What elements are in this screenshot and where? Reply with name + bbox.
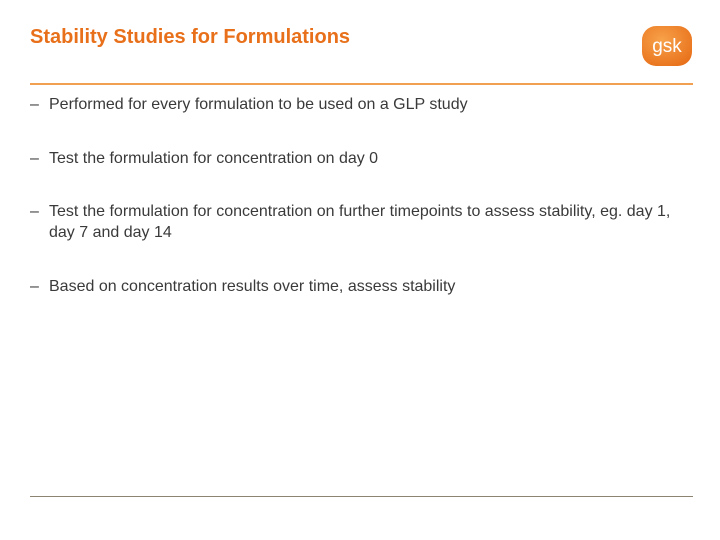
logo-text: gsk	[652, 36, 682, 57]
footer-divider	[30, 496, 693, 497]
gsk-logo	[640, 24, 694, 68]
bullet-item	[30, 276, 690, 297]
bullet-text: Test the formulation for concentration on further timepoints to assess stability, eg. day 1, day 7 and day 14	[49, 203, 671, 241]
bullet-item	[30, 94, 690, 115]
slide-title: Stability Studies for Formulations	[30, 26, 351, 48]
bullet-text: Test the formulation for concentration on day 0	[49, 150, 379, 167]
bullet-marker: –	[30, 203, 39, 220]
bullet-text: Performed for every formulation to be used on a GLP study	[49, 96, 468, 113]
bullet-marker: –	[30, 150, 39, 167]
bullet-text: Based on concentration results over time, assess stability	[49, 278, 456, 295]
bullet-item	[30, 148, 690, 169]
bullet-marker: –	[30, 96, 39, 113]
bullet-marker: –	[30, 278, 39, 295]
header-divider	[30, 83, 693, 85]
bullet-list	[30, 94, 690, 297]
bullet-item	[30, 201, 690, 243]
